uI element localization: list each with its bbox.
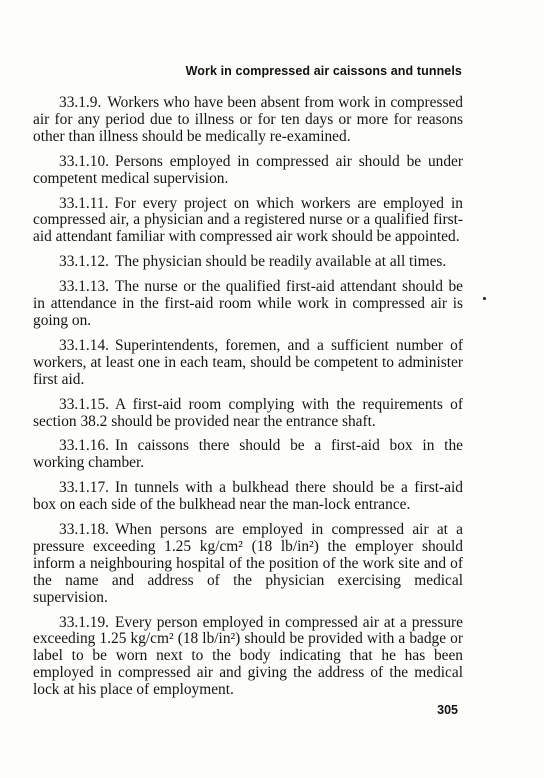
paragraph-number: 33.1.15.: [59, 395, 110, 413]
paragraph-text: For every project on which workers are employed in compressed air, a physician and a registered nurse or a qualified first-aid attendant familiar with compressed air work should be appointed.: [33, 194, 463, 246]
paragraph-number: 33.1.9.: [59, 94, 102, 111]
paragraph-33-1-19: [33, 615, 463, 700]
paragraph-text: Superintendents, foremen, and a sufficient number of workers, at least one in each team, should be competent to administer first aid.: [33, 336, 463, 388]
paragraph-number: 33.1.10.: [59, 152, 110, 170]
paragraph-33-1-18: [33, 522, 463, 607]
paragraph-text: When persons are employed in compressed air at a pressure exceeding 1.25 kg/cm² (18 lb/in²) the employer should inform a neighbouring hospital of the position of the work site and of the name and address of the physician exercising medical supervision.: [33, 521, 463, 606]
paragraph-number: 33.1.17.: [59, 479, 110, 497]
paragraph-33-1-12: [33, 254, 463, 271]
paragraph-text: Workers who have been absent from work in compressed air for any period due to illness or for ten days or more for reasons other than illness should be medically re-examined.: [33, 94, 463, 145]
body-text: [33, 95, 463, 707]
paragraph-33-1-10: [33, 154, 463, 188]
paragraph-number: 33.1.19.: [59, 613, 110, 631]
paragraph-text: The nurse or the qualified first-aid attendant should be in attendance in the first-aid room while work in compressed air is going on.: [33, 278, 463, 329]
paragraph-33-1-16: [33, 438, 463, 472]
paragraph-number: 33.1.16.: [59, 437, 110, 455]
paragraph-text: Every person employed in compressed air at a pressure exceeding 1.25 kg/cm² (18 lb/in²) should be provided with a badge or label to be worn next to the body indicating that he has been employed in compressed air and giving the address of the medical lock at his place of employment.: [33, 613, 463, 699]
paragraph-text: A first-aid room complying with the requirements of section 38.2 should be provided near the entrance shaft.: [33, 395, 463, 430]
paragraph-33-1-13: [33, 279, 463, 330]
paragraph-33-1-17: [33, 480, 463, 514]
paragraph-number: 33.1.11.: [59, 194, 109, 212]
paragraph-text: The physician should be readily available at all times.: [115, 253, 447, 271]
paragraph-number: 33.1.12.: [59, 253, 110, 271]
paragraph-33-1-15: [33, 397, 463, 431]
paragraph-33-1-14: [33, 338, 463, 389]
paragraph-33-1-9: [33, 95, 463, 146]
paragraph-33-1-11: [33, 196, 463, 247]
paragraph-number: 33.1.14.: [59, 336, 110, 354]
paragraph-number: 33.1.18.: [59, 521, 110, 539]
paragraph-text: In tunnels with a bulkhead there should be a first-aid box on each side of the bulkhead near the man-lock entrance.: [33, 479, 463, 514]
print-speck: [483, 297, 486, 300]
page-number: 305: [437, 703, 458, 717]
paragraph-text: Persons employed in compressed air should be under competent medical supervision.: [33, 152, 463, 187]
paragraph-text: In caissons there should be a first-aid box in the working chamber.: [33, 437, 463, 472]
paragraph-number: 33.1.13.: [59, 278, 110, 296]
running-header: Work in compressed air caissons and tunnels: [185, 64, 462, 78]
